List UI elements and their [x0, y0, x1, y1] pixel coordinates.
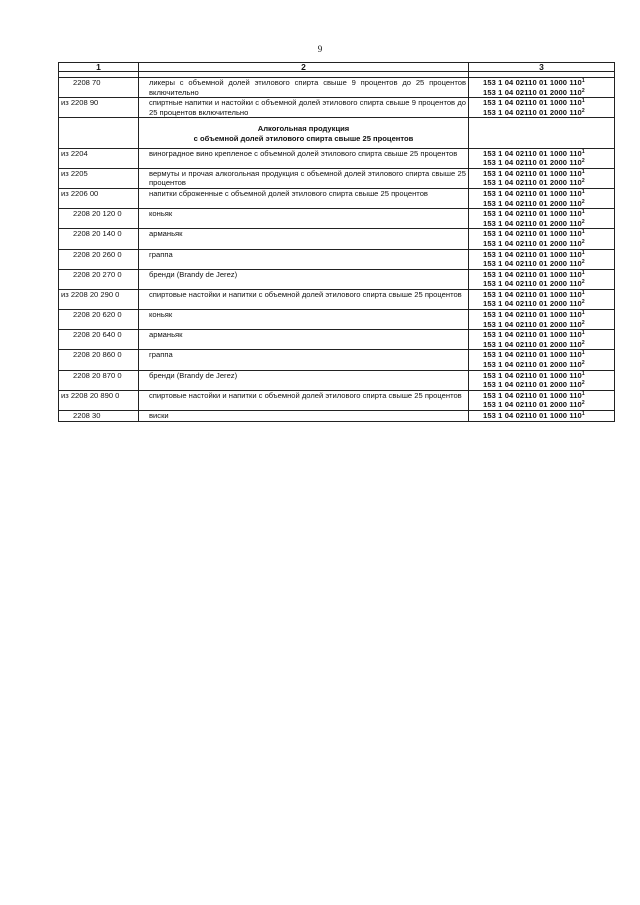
budget-code-footnote: 1 — [581, 229, 585, 236]
budget-code-text: 153 1 04 02110 01 1000 110 — [483, 350, 582, 360]
description-cell: виноградное вино крепленое с объемной долей этилового спирта свыше 25 процентов — [139, 148, 469, 168]
budget-code-line — [483, 209, 612, 219]
budget-code-text: 153 1 04 02110 01 2000 110 — [483, 360, 582, 370]
budget-code-cell — [469, 188, 615, 208]
code-cell: из 2204 — [59, 148, 139, 168]
description-cell: спиртовые настойки и напитки с объемной долей этилового спирта свыше 25 процентов — [139, 390, 469, 410]
page-number: 9 — [317, 44, 323, 54]
budget-code-footnote: 1 — [581, 98, 585, 105]
budget-code-footnote: 2 — [581, 87, 585, 94]
table-body-part1 — [59, 72, 615, 118]
budget-code-footnote: 1 — [581, 249, 585, 256]
budget-code-footnote: 1 — [581, 78, 585, 84]
table-body-part2 — [59, 148, 615, 421]
budget-code-footnote: 2 — [581, 360, 585, 367]
code-cell: из 2208 20 290 0 — [59, 289, 139, 309]
budget-code-text: 153 1 04 02110 01 1000 110 — [483, 289, 582, 299]
budget-code-text: 153 1 04 02110 01 1000 110 — [483, 390, 582, 400]
budget-code-text: 153 1 04 02110 01 1000 110 — [483, 98, 582, 108]
code-cell: 2208 20 860 0 — [59, 350, 139, 370]
budget-code-text: 153 1 04 02110 01 1000 110 — [483, 310, 582, 320]
description-cell: бренди (Brandy de Jerez) — [139, 269, 469, 289]
budget-code-line — [483, 411, 612, 421]
budget-code-line — [483, 400, 612, 410]
budget-code-footnote: 2 — [581, 178, 585, 185]
budget-code-footnote: 2 — [581, 319, 585, 326]
table-row — [59, 249, 615, 269]
budget-code-text: 153 1 04 02110 01 2000 110 — [483, 259, 582, 269]
budget-code-line — [483, 310, 612, 320]
description-cell: вермуты и прочая алкогольная продукция с объемной долей этилового спирта свыше 25 процентов — [139, 168, 469, 188]
budget-code-footnote: 1 — [581, 209, 585, 216]
budget-code-text: 153 1 04 02110 01 1000 110 — [483, 370, 582, 380]
table-row — [59, 350, 615, 370]
budget-code-line — [483, 199, 612, 209]
budget-code-cell — [469, 411, 615, 422]
table-row — [59, 98, 615, 118]
budget-code-line — [483, 178, 612, 188]
header-row — [59, 63, 615, 72]
code-cell: из 2208 90 — [59, 98, 139, 118]
description-cell: спиртные напитки и настойки с объемной долей этилового спирта свыше 9 процентов до 25 процентов включительно — [139, 98, 469, 118]
budget-code-text: 153 1 04 02110 01 1000 110 — [483, 411, 582, 420]
header-col-2: 2 — [139, 63, 469, 72]
budget-code-line — [483, 279, 612, 289]
budget-code-footnote: 2 — [581, 218, 585, 225]
budget-code-text: 153 1 04 02110 01 2000 110 — [483, 87, 582, 97]
budget-code-text: 153 1 04 02110 01 2000 110 — [483, 299, 582, 309]
code-cell: 2208 70 — [59, 78, 139, 98]
section-empty-cell — [469, 118, 615, 148]
budget-code-footnote: 1 — [581, 370, 585, 377]
description-cell: бренди (Brandy de Jerez) — [139, 370, 469, 390]
budget-code-line — [483, 320, 612, 330]
section-header — [59, 118, 615, 148]
description-cell: ликеры с объемной долей этилового спирта свыше 9 процентов до 25 процентов включительно — [139, 78, 469, 98]
budget-code-text: 153 1 04 02110 01 1000 110 — [483, 148, 582, 158]
code-cell: из 2208 20 890 0 — [59, 390, 139, 410]
budget-code-text: 153 1 04 02110 01 2000 110 — [483, 380, 582, 390]
budget-code-footnote: 1 — [581, 310, 585, 317]
budget-code-footnote: 2 — [581, 158, 585, 165]
budget-code-cell — [469, 269, 615, 289]
budget-code-line — [483, 108, 612, 118]
code-cell: 2208 20 260 0 — [59, 249, 139, 269]
budget-code-text: 153 1 04 02110 01 1000 110 — [483, 188, 582, 198]
budget-code-line — [483, 189, 612, 199]
budget-code-text: 153 1 04 02110 01 1000 110 — [483, 168, 582, 178]
budget-code-line — [483, 250, 612, 260]
section-title-line2: с объемной долей этилового спирта свыше 25 процентов — [193, 133, 414, 143]
budget-code-line — [483, 149, 612, 159]
description-cell: коньяк — [139, 209, 469, 229]
code-cell: из 2205 — [59, 168, 139, 188]
budget-code-footnote: 2 — [581, 259, 585, 266]
header-col-1: 1 — [59, 63, 139, 72]
budget-code-text: 153 1 04 02110 01 2000 110 — [483, 178, 582, 188]
budget-code-footnote: 2 — [581, 339, 585, 346]
budget-code-line — [483, 360, 612, 370]
budget-code-text: 153 1 04 02110 01 2000 110 — [483, 279, 582, 289]
budget-code-cell — [469, 289, 615, 309]
table-row — [59, 269, 615, 289]
description-cell: арманьяк — [139, 330, 469, 350]
code-cell: 2208 20 120 0 — [59, 209, 139, 229]
budget-code-line — [483, 299, 612, 309]
budget-code-footnote: 1 — [581, 168, 585, 175]
budget-code-line — [483, 290, 612, 300]
budget-code-text: 153 1 04 02110 01 1000 110 — [483, 78, 582, 87]
budget-code-line — [483, 158, 612, 168]
section-empty-cell — [59, 118, 139, 148]
budget-code-cell — [469, 168, 615, 188]
budget-code-text: 153 1 04 02110 01 2000 110 — [483, 319, 582, 329]
budget-code-footnote: 1 — [581, 188, 585, 195]
budget-code-line — [483, 239, 612, 249]
budget-code-footnote: 2 — [581, 107, 585, 114]
budget-code-cell — [469, 78, 615, 98]
code-cell: 2208 30 — [59, 411, 139, 422]
section-title — [139, 118, 469, 148]
budget-code-footnote: 2 — [581, 380, 585, 387]
description-cell: граппа — [139, 350, 469, 370]
budget-code-line — [483, 98, 612, 108]
budget-code-cell — [469, 350, 615, 370]
code-cell: 2208 20 870 0 — [59, 370, 139, 390]
budget-code-line — [483, 219, 612, 229]
budget-code-text: 153 1 04 02110 01 2000 110 — [483, 158, 582, 168]
section-row — [59, 118, 615, 148]
table-row — [59, 370, 615, 390]
table-row — [59, 209, 615, 229]
budget-code-footnote: 1 — [581, 289, 585, 296]
budget-code-footnote: 2 — [581, 198, 585, 205]
description-cell: спиртовые настойки и напитки с объемной долей этилового спирта свыше 25 процентов — [139, 289, 469, 309]
budget-code-footnote: 2 — [581, 279, 585, 286]
budget-code-line — [483, 330, 612, 340]
budget-code-line — [483, 78, 612, 88]
table-row — [59, 310, 615, 330]
budget-code-text: 153 1 04 02110 01 1000 110 — [483, 330, 582, 340]
table-row — [59, 330, 615, 350]
code-cell: 2208 20 140 0 — [59, 229, 139, 249]
budget-code-text: 153 1 04 02110 01 1000 110 — [483, 269, 582, 279]
budget-code-text: 153 1 04 02110 01 2000 110 — [483, 107, 582, 117]
budget-code-text: 153 1 04 02110 01 1000 110 — [483, 209, 582, 219]
budget-code-text: 153 1 04 02110 01 2000 110 — [483, 339, 582, 349]
table-row — [59, 148, 615, 168]
budget-code-cell — [469, 209, 615, 229]
description-cell: арманьяк — [139, 229, 469, 249]
budget-code-cell — [469, 390, 615, 410]
budget-code-text: 153 1 04 02110 01 2000 110 — [483, 400, 582, 410]
table-row — [59, 78, 615, 98]
code-cell: из 2206 00 — [59, 188, 139, 208]
budget-code-cell — [469, 310, 615, 330]
budget-code-line — [483, 169, 612, 179]
budget-code-footnote: 1 — [581, 330, 585, 337]
table-row — [59, 411, 615, 422]
budget-code-footnote: 2 — [581, 299, 585, 306]
budget-code-line — [483, 380, 612, 390]
budget-code-footnote: 1 — [581, 390, 585, 397]
budget-code-cell — [469, 330, 615, 350]
budget-code-footnote: 1 — [581, 411, 585, 417]
code-cell: 2208 20 270 0 — [59, 269, 139, 289]
section-title-line1: Алкогольная продукция — [257, 124, 350, 134]
budget-code-cell — [469, 98, 615, 118]
budget-code-line — [483, 270, 612, 280]
budget-code-cell — [469, 370, 615, 390]
budget-code-text: 153 1 04 02110 01 2000 110 — [483, 218, 582, 228]
table-row — [59, 188, 615, 208]
budget-code-footnote: 2 — [581, 238, 585, 245]
budget-code-footnote: 1 — [581, 350, 585, 357]
table-row — [59, 168, 615, 188]
description-cell: виски — [139, 411, 469, 422]
budget-code-line — [483, 88, 612, 98]
customs-code-table — [58, 62, 615, 422]
description-cell: граппа — [139, 249, 469, 269]
budget-code-line — [483, 259, 612, 269]
code-cell: 2208 20 620 0 — [59, 310, 139, 330]
budget-code-line — [483, 371, 612, 381]
description-cell: напитки сброженные с объемной долей этилового спирта свыше 25 процентов — [139, 188, 469, 208]
budget-code-cell — [469, 249, 615, 269]
budget-code-cell — [469, 229, 615, 249]
budget-code-line — [483, 350, 612, 360]
budget-code-footnote: 2 — [581, 400, 585, 407]
budget-code-line — [483, 229, 612, 239]
budget-code-footnote: 1 — [581, 269, 585, 276]
header-col-3: 3 — [469, 63, 615, 72]
code-cell: 2208 20 640 0 — [59, 330, 139, 350]
budget-code-footnote: 1 — [581, 148, 585, 155]
table-row — [59, 390, 615, 410]
table-row — [59, 289, 615, 309]
budget-code-line — [483, 391, 612, 401]
budget-code-cell — [469, 148, 615, 168]
budget-code-text: 153 1 04 02110 01 2000 110 — [483, 198, 582, 208]
budget-code-text: 153 1 04 02110 01 2000 110 — [483, 238, 582, 248]
description-cell: коньяк — [139, 310, 469, 330]
budget-code-line — [483, 340, 612, 350]
table-row — [59, 229, 615, 249]
budget-code-text: 153 1 04 02110 01 1000 110 — [483, 249, 582, 259]
budget-code-text: 153 1 04 02110 01 1000 110 — [483, 229, 582, 239]
